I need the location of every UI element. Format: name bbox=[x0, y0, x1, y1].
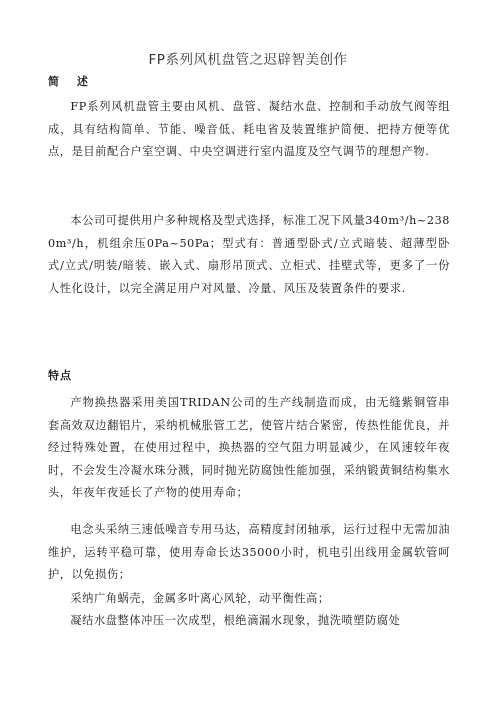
feature-paragraph: 产物换热器采用美国TRIDAN公司的生产线制造而成，由无缝紫铜管串套高效双边翻铝片，采纳机械胀管工艺，使管片结合紧密，传热性能优良，并经过特殊处置，在使用过程中，换热器的空气阻力明显减少，在风速较年夜时，不会发生冷凝水珠分溅，同时抛光防腐蚀性能加强，采纳锻黄铜结构集水头，年夜年夜延长了产物的使用寿命； bbox=[48, 396, 450, 500]
document-title: FP系列风机盘管之迟辟智美创作 bbox=[148, 52, 348, 68]
intro-paragraph: FP系列风机盘管主要由风机、盘管、凝结水盘、控制和手动放气阀等组成，具有结构简单、节能、噪音低、耗电省及装置维护简便、把持方便等优点，是目前配合户室空调、中央空调进行室内温度及空气调节的理想产物. bbox=[48, 100, 450, 159]
feature-paragraph: 电念头采纳三速低噪音专用马达，高精度封闭轴承，运行过程中无需加油维护，运转平稳可靠，使用寿命长达35000小时，机电引出线用金属软管呵护，以免损伤； bbox=[48, 523, 450, 582]
section-heading-intro: 简 述 bbox=[48, 75, 95, 88]
feature-paragraph: 采纳广角蜗壳，金属多叶离心风轮，动平衡性高； bbox=[70, 592, 330, 605]
intro-paragraph: 本公司可提供用户多种规格及型式选择，标准工况下风量340m³/h~2380m³/h，机组余压0Pa~50Pa；型式有：普通型卧式/立式暗装、超薄型卧式/立式/明装/暗装、嵌入式、扇形吊顶式、立柜式、挂壁式等，更多了一份人性化设计，以完全满足用户对风量、冷量、风压及装置条件的要求. bbox=[48, 214, 450, 295]
feature-paragraph: 凝结水盘整体冲压一次成型，根绝滴漏水现象，抛洗喷塑防腐处 bbox=[70, 614, 401, 627]
section-heading-features: 特点 bbox=[48, 369, 72, 382]
